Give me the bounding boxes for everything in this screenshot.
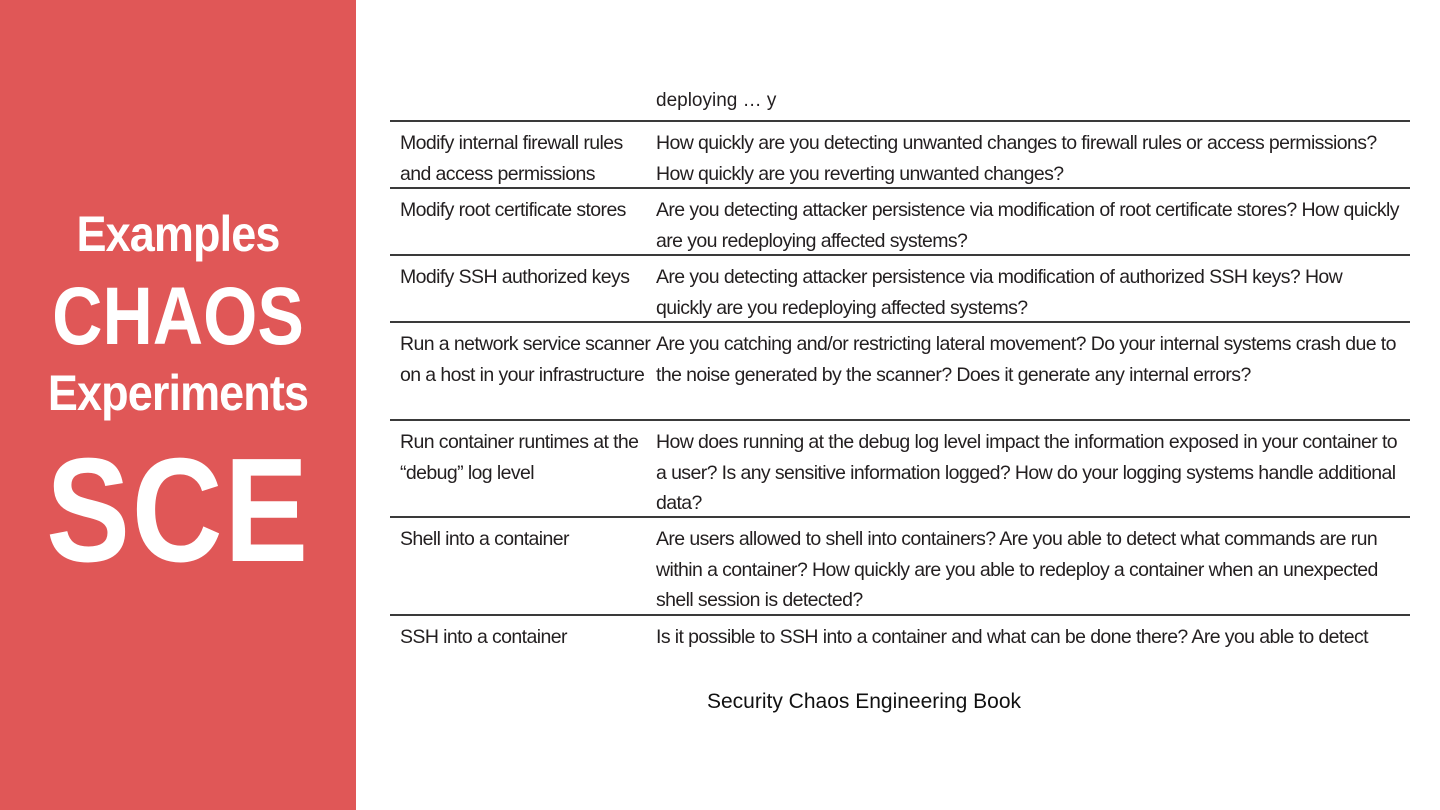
table-row <box>390 419 1410 518</box>
source-caption: Security Chaos Engineering Book <box>706 690 1021 713</box>
experiment-cell: Run a network service scanner on a host in your infrastructure <box>400 333 651 386</box>
experiment-cell: Run container runtimes at the “debug” log level <box>400 431 639 484</box>
table-row <box>390 254 1410 322</box>
question-cell: How does running at the debug log level impact the information exposed in your container to a user? Is any sensitive information logged? How do your logging systems handle additional data? <box>656 431 1398 514</box>
question-cell: How quickly are you detecting unwanted changes to firewall rules or access permissions? How quickly are you reverting unwanted changes? <box>656 132 1377 185</box>
title-line-chaos: CHAOS <box>52 271 304 362</box>
table-row <box>390 187 1410 255</box>
experiment-cell: SSH into a container <box>400 626 567 648</box>
experiment-cell: Modify root certificate stores <box>400 199 626 221</box>
table-row <box>390 516 1410 615</box>
question-cell: Are users allowed to shell into containers? Are you able to detect what commands are run within a container? How quickly are you able to redeploy a container when an unexpected shell session is detected? <box>656 528 1378 611</box>
experiment-cell: Modify internal firewall rules and access permissions <box>400 132 623 185</box>
experiments-table <box>390 90 1410 648</box>
question-cell: Are you catching and/or restricting lateral movement? Do your internal systems crash due to the noise generated by the scanner? Does it generate any internal errors? <box>656 333 1396 386</box>
experiment-cell: Modify SSH authorized keys <box>400 266 630 288</box>
question-cell: Are you detecting attacker persistence via modification of root certificate stores? How quickly are you redeploying affected systems? <box>656 199 1399 252</box>
table-row <box>390 120 1410 188</box>
title-line-experiments: Experiments <box>47 365 309 421</box>
question-cell: Are you detecting attacker persistence via modification of authorized SSH keys? How quickly are you redeploying affected systems? <box>656 266 1343 319</box>
table-cut-top-text: deploying … y <box>656 90 777 111</box>
table-row <box>390 321 1410 420</box>
table-row <box>390 614 1410 654</box>
experiment-cell: Shell into a container <box>400 528 569 550</box>
title-line-sce: SCE <box>46 428 310 593</box>
question-cell: Is it possible to SSH into a container and what can be done there? Are you able to detect <box>656 626 1368 648</box>
title-line-examples: Examples <box>76 206 280 262</box>
title-panel <box>0 0 356 810</box>
